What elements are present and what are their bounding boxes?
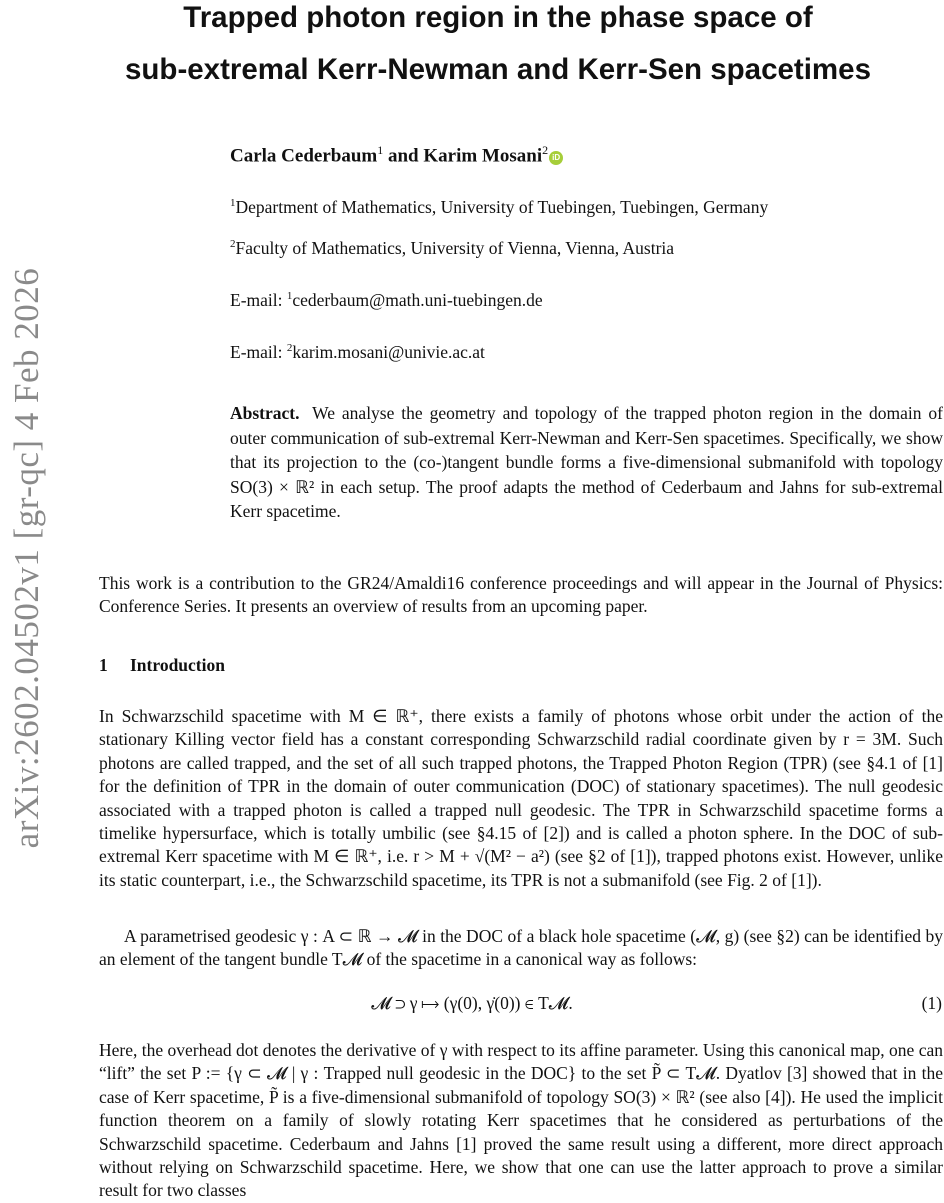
author-list (230, 143, 563, 167)
author-1: Carla Cederbaum (230, 145, 378, 167)
email-2 (230, 342, 485, 363)
email-2-address[interactable]: karim.mosani@univie.ac.at (292, 342, 485, 362)
equation-number: (1) (921, 993, 942, 1013)
affiliation-2-sup: 2 (230, 238, 236, 251)
arxiv-sidebar-stamp (0, 238, 56, 878)
section-title: Introduction (130, 655, 225, 675)
paper-title (98, 0, 898, 96)
intro-paragraph-1: In Schwarzschild spacetime with M ∈ ℝ⁺, there exists a family of photons whose orbit under the action of the stationary Killing vector field has a constant corresponding Schwarzschild radial coordinate given by r = 3M. Such photons are called trapped, and the set of all such trapped photons, the Trapped Photon Region (TPR) (see §4.1 of [1] for the definition of TPR in the domain of outer communication (DOC) of stationary spacetimes). The null geodesic associated with a trapped photon is called a trapped null geodesic. The TPR in Schwarzschild spacetime forms a timelike hypersurface, which is totally umbilic (see §4.15 of [2]) and is called a photon sphere. In the DOC of sub-extremal Kerr spacetime with M ∈ ℝ⁺, i.e. r > M + √(M² − a²) (see §2 of [1]), trapped photons exist. However, unlike its static counterpart, i.e., the Schwarzschild spacetime, its TPR is not a submanifold (see Fig. 2 of [1]). (99, 706, 943, 890)
section-heading (99, 655, 225, 676)
abstract-text: We analyse the geometry and topology of the trapped photon region in the domain of outer communication of sub-extremal Kerr-Newman and Kerr-Sen spacetimes. Specifically, we show that its projection to the (co-)tangent bundle forms a five-dimensional submanifold with topology SO(3) × ℝ² in each setup. The proof adapts the method of Cederbaum and Jahns for sub-extremal Kerr spacetime. (230, 403, 943, 521)
author-1-sup: 1 (377, 143, 384, 157)
author-2: Karim Mosani (423, 145, 543, 167)
abstract (230, 401, 943, 524)
email-1-sup: 1 (286, 290, 293, 303)
email-label: E-mail: (230, 290, 283, 310)
affiliation-1-sup: 1 (230, 197, 236, 210)
intro-paragraph-2: A parametrised geodesic γ : A ⊂ ℝ → 𝓜 in the DOC of a black hole spacetime (𝓜, g) (see §2) can be identified by an element of the tangent bundle T𝓜 of the spacetime in a canonical way as follows: (99, 926, 943, 970)
section-number: 1 (99, 655, 108, 675)
orcid-icon[interactable]: iD (549, 151, 563, 165)
affiliation-2 (230, 238, 674, 259)
email-label: E-mail: (230, 342, 283, 362)
author-conjunction: and (387, 145, 419, 167)
abstract-heading: Abstract. (230, 403, 300, 423)
email-1-address[interactable]: cederbaum@math.uni-tuebingen.de (292, 290, 543, 310)
author-2-sup: 2 (542, 143, 549, 157)
affiliation-1 (230, 197, 768, 218)
affiliation-2-text: Faculty of Mathematics, University of Vienna, Vienna, Austria (235, 238, 675, 258)
title-line-1: Trapped photon region in the phase space of (183, 1, 813, 34)
email-1 (230, 290, 543, 311)
affiliation-1-text: Department of Mathematics, University of Tuebingen, Tuebingen, Germany (235, 197, 769, 217)
email-2-sup: 2 (286, 342, 293, 355)
intro-paragraph-3: Here, the overhead dot denotes the derivative of γ with respect to its affine parameter. Using this canonical map, one can “lift” the set P := {γ ⊂ 𝓜 | γ : Trapped null geodesic in the DOC} to the set P̃ ⊂ T𝓜. Dyatlov [3] showed that in the case of Kerr spacetime, P̃ is a five-dimensional submanifold of topology SO(3) × ℝ² (see also [4]). He used the implicit function theorem on a family of slowly rotating Kerr spacetimes that he considered as perturbations of the Schwarzschild spacetime. Cederbaum and Jahns [1] proved the same result using a different, more direct approach without relying on Schwarzschild spacetime. Here, we show that one can use the latter approach to prove a similar result for two classes (99, 1040, 943, 1201)
equation-body: 𝓜 ⊃ γ ⟼ (γ(0), γ̇(0)) ∈ T𝓜. (371, 993, 573, 1013)
proceedings-note: This work is a contribution to the GR24/Amaldi16 conference proceedings and will appear in the Journal of Physics: Conference Series. It presents an overview of results from an upcoming paper. (99, 573, 943, 617)
title-line-2: sub-extremal Kerr-Newman and Kerr-Sen spacetimes (125, 53, 871, 86)
arxiv-id: arXiv:2602.04502v1 [gr-qc] 4 Feb 2026 (7, 267, 46, 849)
